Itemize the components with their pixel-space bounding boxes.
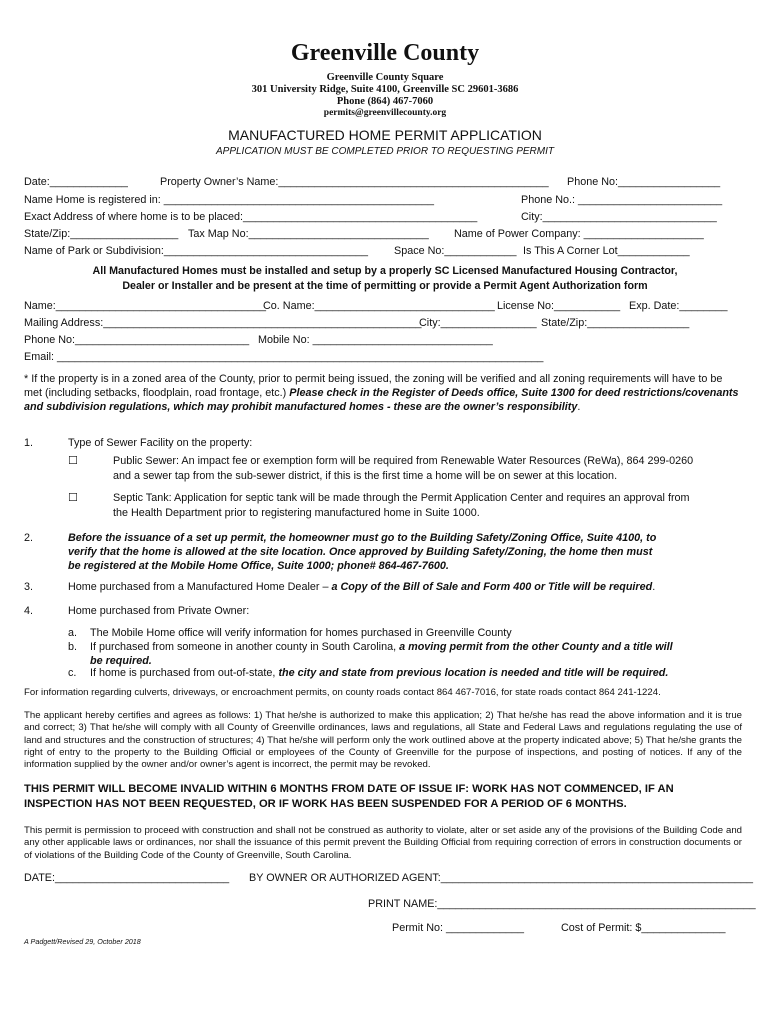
county-title: Greenville County [290, 40, 480, 66]
city-field[interactable]: City:_____________________________ [521, 211, 717, 223]
state-zip-field[interactable]: State/Zip:__________________ [24, 228, 179, 240]
address-field[interactable]: Exact Address of where home is to be placed:_______________________________________ [24, 211, 478, 223]
item-3-text [68, 581, 655, 593]
item-4-text: Home purchased from Private Owner: [68, 605, 250, 617]
contractor-email-field[interactable]: Email: _________________________________________________________________________________ [24, 351, 544, 363]
permit-no-field[interactable]: Permit No: _____________ [392, 922, 525, 934]
item-1-number: 1. [24, 437, 34, 449]
item-4c-text [90, 667, 668, 679]
registered-phone-field[interactable]: Phone No.: ________________________ [521, 194, 723, 206]
revision-footer: A Padgett/Revised 29, October 2018 [24, 937, 141, 946]
item-4c-normal: If home is purchased from out-of-state, [90, 667, 279, 679]
zoning-paragraph [24, 372, 742, 414]
item-4a-text: The Mobile Home office will verify information for homes purchased in Greenville County [90, 627, 512, 639]
culverts-info: For information regarding culverts, driveways, or encroachment permits, on county roads contact 864 467-7016, for state roads contact 864 241-1224. [24, 687, 661, 698]
item-1-text: Type of Sewer Facility on the property: [68, 437, 253, 449]
corner-lot-field[interactable]: Is This A Corner Lot____________ [523, 245, 690, 257]
invalid-notice-line2: INSPECTION HAS NOT BEEN REQUESTED, OR IF WORK HAS BEEN SUSPENDED FOR A PERIOD OF 6 MONTHS. [24, 798, 627, 810]
county-address: 301 University Ridge, Suite 4100, Greenville SC 29601-3686 [251, 84, 519, 95]
print-name-field[interactable]: PRINT NAME:_____________________________________________________ [368, 898, 756, 910]
contractor-name-field[interactable]: Name:___________________________________ [24, 300, 266, 312]
invalid-notice-line1: THIS PERMIT WILL BECOME INVALID WITHIN 6 MONTHS FROM DATE OF ISSUE IF: WORK HAS NOT COMMENCED, IF AN [24, 783, 674, 795]
item-4a-label: a. [68, 627, 78, 639]
public-sewer-checkbox[interactable]: ☐ [68, 454, 78, 467]
contractor-notice-line1: All Manufactured Homes must be installed and setup by a properly SC Licensed Manufactured Housing Contractor, [92, 265, 678, 277]
item-2-number: 2. [24, 532, 34, 544]
owner-name-field[interactable]: Property Owner’s Name:_____________________________________________ [160, 176, 549, 188]
item-3-emphasis: a Copy of the Bill of Sale and Form 400 or Title will be required [331, 581, 653, 593]
zoning-emphasis: Please check in the Register of Deeds office, Suite 1300 for deed restrictions/covenants and subdivision regulations, which may prohibit manufactured homes - these are the owner’s responsibility [24, 387, 739, 413]
zoning-text: * If the property is in a zoned area of the County, prior to permit being issued, the zoning will be verified and all zoning requirements will have to be met (including setbacks, floodplain, road frontage, etc.) [24, 373, 723, 399]
item-4b-emphasis: a moving permit from the other County and a title will [399, 641, 673, 653]
item-4c-label: c. [68, 667, 77, 679]
contractor-phone-field[interactable]: Phone No:_____________________________ [24, 334, 250, 346]
contractor-city-field[interactable]: City:________________ [419, 317, 537, 329]
public-sewer-line2: and a sewer tap from the sub-sewer district, if this is the first time a home will be on sewer at this location. [113, 470, 618, 482]
tax-map-field[interactable]: Tax Map No:______________________________ [188, 228, 429, 240]
item-3-end: . [652, 581, 656, 593]
power-company-field[interactable]: Name of Power Company: ____________________ [454, 228, 704, 240]
registered-name-field[interactable]: Name Home is registered in: _____________________________________________ [24, 194, 435, 206]
item-3-number: 3. [24, 581, 34, 593]
exp-date-field[interactable]: Exp. Date:________ [629, 300, 728, 312]
mailing-address-field[interactable]: Mailing Address:_____________________________________________________ [24, 317, 422, 329]
county-phone: Phone (864) 467-7060 [336, 96, 434, 107]
item-2-line3: be registered at the Mobile Home Office, Suite 1000; phone# 864-467-7600. [68, 560, 449, 572]
county-email: permits@greenvillecounty.org [323, 108, 447, 118]
owner-phone-field[interactable]: Phone No:_________________ [567, 176, 721, 188]
item-4b-label: b. [68, 641, 78, 653]
company-name-field[interactable]: Co. Name:______________________________ [263, 300, 495, 312]
septic-tank-line2: the Health Department prior to registering manufactured home in Suite 1000. [113, 507, 480, 519]
contractor-notice-line2: Dealer or Installer and be present at the time of permitting or provide a Permit Agent Authorization form [122, 280, 648, 292]
item-4b-continued: be required. [90, 655, 152, 667]
cost-of-permit-field[interactable]: Cost of Permit: $______________ [561, 922, 726, 934]
form-subtitle: APPLICATION MUST BE COMPLETED PRIOR TO REQUESTING PERMIT [215, 146, 554, 157]
item-3-normal: Home purchased from a Manufactured Home Dealer – [68, 581, 332, 593]
permission-paragraph: This permit is permission to proceed with construction and shall not be construed as authority to violate, alter or set aside any of the provisions of the Building Code and any other applicable laws or ordinances, nor shall the issuance of this permit prevent the Building Official from requiring correction of errors in construction documents or of violations of the Building Code of the County of Greenville, South Carolina. [24, 825, 742, 861]
item-4b-normal: If purchased from someone in another county in South Carolina, [90, 641, 400, 653]
agent-signature-field[interactable]: BY OWNER OR AUTHORIZED AGENT:____________________________________________________ [249, 872, 754, 884]
item-2-line2: verify that the home is allowed at the site location. Once approved by Building Safety/Zoning, the home then must [68, 546, 653, 558]
contractor-state-zip-field[interactable]: State/Zip:_________________ [541, 317, 690, 329]
item-4c-emphasis: the city and state from previous location is needed and title will be required. [278, 667, 669, 679]
zoning-end: . [577, 401, 581, 413]
contractor-mobile-field[interactable]: Mobile No: ______________________________ [258, 334, 493, 346]
septic-tank-checkbox[interactable]: ☐ [68, 491, 78, 504]
park-field[interactable]: Name of Park or Subdivision:__________________________________ [24, 245, 368, 257]
signature-date-field[interactable]: DATE:_____________________________ [24, 872, 230, 884]
space-no-field[interactable]: Space No:____________ [394, 245, 517, 257]
date-field[interactable]: Date:_____________ [24, 176, 128, 188]
license-no-field[interactable]: License No:___________ [497, 300, 621, 312]
certification-paragraph: The applicant hereby certifies and agrees as follows: 1) That he/she is authorized to make this application; 2) That he/she has read the above information and it is true and correct; 3) That he/she will comply with all County of Greenville ordinances, laws and regulations, all State and Federal Laws and regulations regulating the use of land and structures and the construction of structures; 4) That he/she will perform only the work outlined above at the property indicated above; 5) That he/she grants the right of entry to the property to the Building Official or employees of the County of Greenville for the purpose of inspections, and posting of notices. If any of the information supplied by the owner and/or owner’s agent is incorrect, the permit may be revoked. [24, 710, 742, 771]
county-square: Greenville County Square [326, 72, 444, 83]
septic-tank-line1: Septic Tank: Application for septic tank will be made through the Permit Application Center and requires an approval from [113, 492, 690, 504]
item-4-number: 4. [24, 605, 34, 617]
public-sewer-line1: Public Sewer: An impact fee or exemption form will be required from Renewable Water Resources (ReWa), 864 299-0260 [113, 455, 694, 467]
item-4b-text [90, 641, 673, 653]
form-title: MANUFACTURED HOME PERMIT APPLICATION [228, 127, 542, 143]
item-2-line1: Before the issuance of a set up permit, the homeowner must go to the Building Safety/Zoning Office, Suite 4100, to [68, 532, 657, 544]
